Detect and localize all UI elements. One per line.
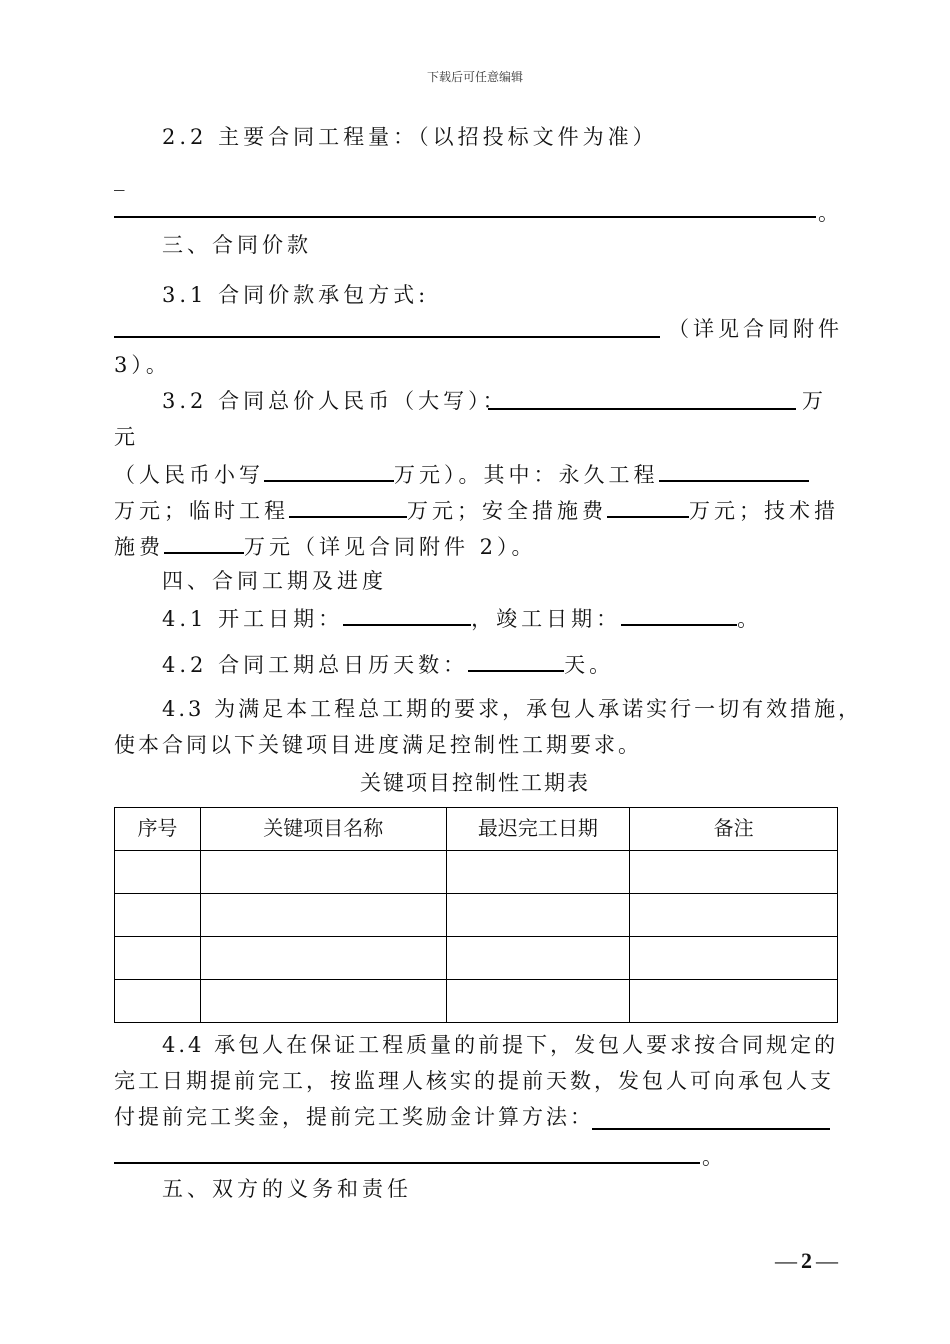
col-header-name: 关键项目名称 (200, 808, 446, 851)
text-start-date: 4.1 开工日期： (162, 607, 344, 631)
text-tech: 万元；技术措 (689, 499, 839, 523)
text-days: 天。 (564, 653, 615, 677)
clause-3-1-cont: 3）。 (114, 353, 171, 377)
table-cell[interactable] (630, 937, 838, 980)
page-number-value: 2 (801, 1248, 812, 1273)
clause-3-1-label: 3.1 合同价款承包方式: (162, 283, 430, 307)
text-temporary: 万元；临时工程 (114, 499, 289, 523)
table-cell[interactable] (630, 980, 838, 1023)
section-4-heading: 四、合同工期及进度 (162, 569, 387, 593)
text-appendix-2: 万元（详见合同附件 2）。 (244, 535, 537, 559)
table-cell[interactable] (200, 894, 446, 937)
clause-2-2-dash: _ (114, 167, 129, 191)
blank-amount-upper[interactable] (488, 408, 796, 410)
unit-wan: 万 (802, 389, 827, 413)
blank-tech-cost[interactable] (164, 532, 244, 554)
unit-yuan: 元 (114, 425, 139, 449)
blank-permanent-works[interactable] (659, 460, 809, 482)
clause-3-1-suffix: （详见合同附件 (668, 317, 843, 341)
section-3-heading: 三、合同价款 (162, 233, 312, 257)
blank-temporary-works[interactable] (289, 496, 407, 518)
table-cell[interactable] (115, 894, 201, 937)
clause-4-4-line-3: 付提前完工奖金，提前完工奖励金计算方法： (114, 1105, 594, 1129)
table-cell[interactable] (446, 894, 630, 937)
table-row (115, 937, 838, 980)
clause-4-1 (162, 604, 762, 632)
clause-4-2 (162, 650, 614, 678)
blank-bonus-method-1[interactable] (592, 1128, 830, 1130)
blank-safety-cost[interactable] (607, 496, 689, 518)
text-total-days: 4.2 合同工期总日历天数： (162, 653, 469, 677)
amount-line-3 (114, 532, 537, 560)
blank-bonus-method-2[interactable] (114, 1162, 700, 1164)
blank-total-days[interactable] (468, 650, 564, 672)
table-cell[interactable] (630, 894, 838, 937)
text-safety: 万元；安全措施费 (407, 499, 607, 523)
table-cell[interactable] (446, 851, 630, 894)
clause-2-2: 2.2 主要合同工程量：（以招投标文件为准） (162, 125, 658, 149)
blank-end-date[interactable] (621, 604, 737, 626)
table-cell[interactable] (200, 937, 446, 980)
clause-4-4-line-2: 完工日期提前完工，按监理人核实的提前天数，发包人可向承包人支 (114, 1069, 834, 1093)
clause-4-3-line-1: 4.3 为满足本工程总工期的要求，承包人承诺实行一切有效措施， (162, 697, 863, 721)
clause-4-3-line-2: 使本合同以下关键项目进度满足控制性工期要求。 (114, 733, 642, 757)
blank-line-3-1[interactable] (114, 336, 660, 338)
table-row (115, 851, 838, 894)
page-dash-left: — (775, 1248, 797, 1273)
page-number (775, 1248, 838, 1274)
table-cell[interactable] (446, 980, 630, 1023)
milestone-table (114, 807, 838, 1023)
col-header-no: 序号 (115, 808, 201, 851)
section-5-heading: 五、双方的义务和责任 (162, 1177, 412, 1201)
table-cell[interactable] (630, 851, 838, 894)
text-rmb-lower: （人民币小写 (114, 463, 264, 487)
blank-line-2-2[interactable] (114, 216, 816, 218)
text-permanent: 万元）。其中：永久工程 (394, 463, 659, 487)
table-cell[interactable] (115, 980, 201, 1023)
col-header-date: 最迟完工日期 (446, 808, 630, 851)
table-title: 关键项目控制性工期表 (360, 771, 590, 795)
text-4-1-end: 。 (737, 607, 763, 631)
table-cell[interactable] (200, 980, 446, 1023)
table-row (115, 980, 838, 1023)
clause-2-2-end: 。 (818, 201, 843, 225)
page-dash-right: — (816, 1248, 838, 1273)
table-header-row (115, 808, 838, 851)
blank-start-date[interactable] (343, 604, 471, 626)
col-header-remark: 备注 (630, 808, 838, 851)
clause-4-4-line-1: 4.4 承包人在保证工程质量的前提下，发包人要求按合同规定的 (162, 1033, 839, 1057)
table-row (115, 894, 838, 937)
clause-3-2-label: 3.2 合同总价人民币（大写）： (162, 389, 508, 413)
page-header: 下载后可任意编辑 (426, 70, 523, 84)
blank-amount-lower[interactable] (264, 460, 394, 482)
table-cell[interactable] (115, 937, 201, 980)
clause-4-4-end: 。 (702, 1145, 727, 1169)
amount-line-2 (114, 496, 839, 524)
table-cell[interactable] (200, 851, 446, 894)
text-tech-fee: 施费 (114, 535, 164, 559)
text-end-date: ，竣工日期： (471, 607, 622, 631)
table-cell[interactable] (115, 851, 201, 894)
amount-line-1 (114, 460, 809, 488)
table-cell[interactable] (446, 937, 630, 980)
